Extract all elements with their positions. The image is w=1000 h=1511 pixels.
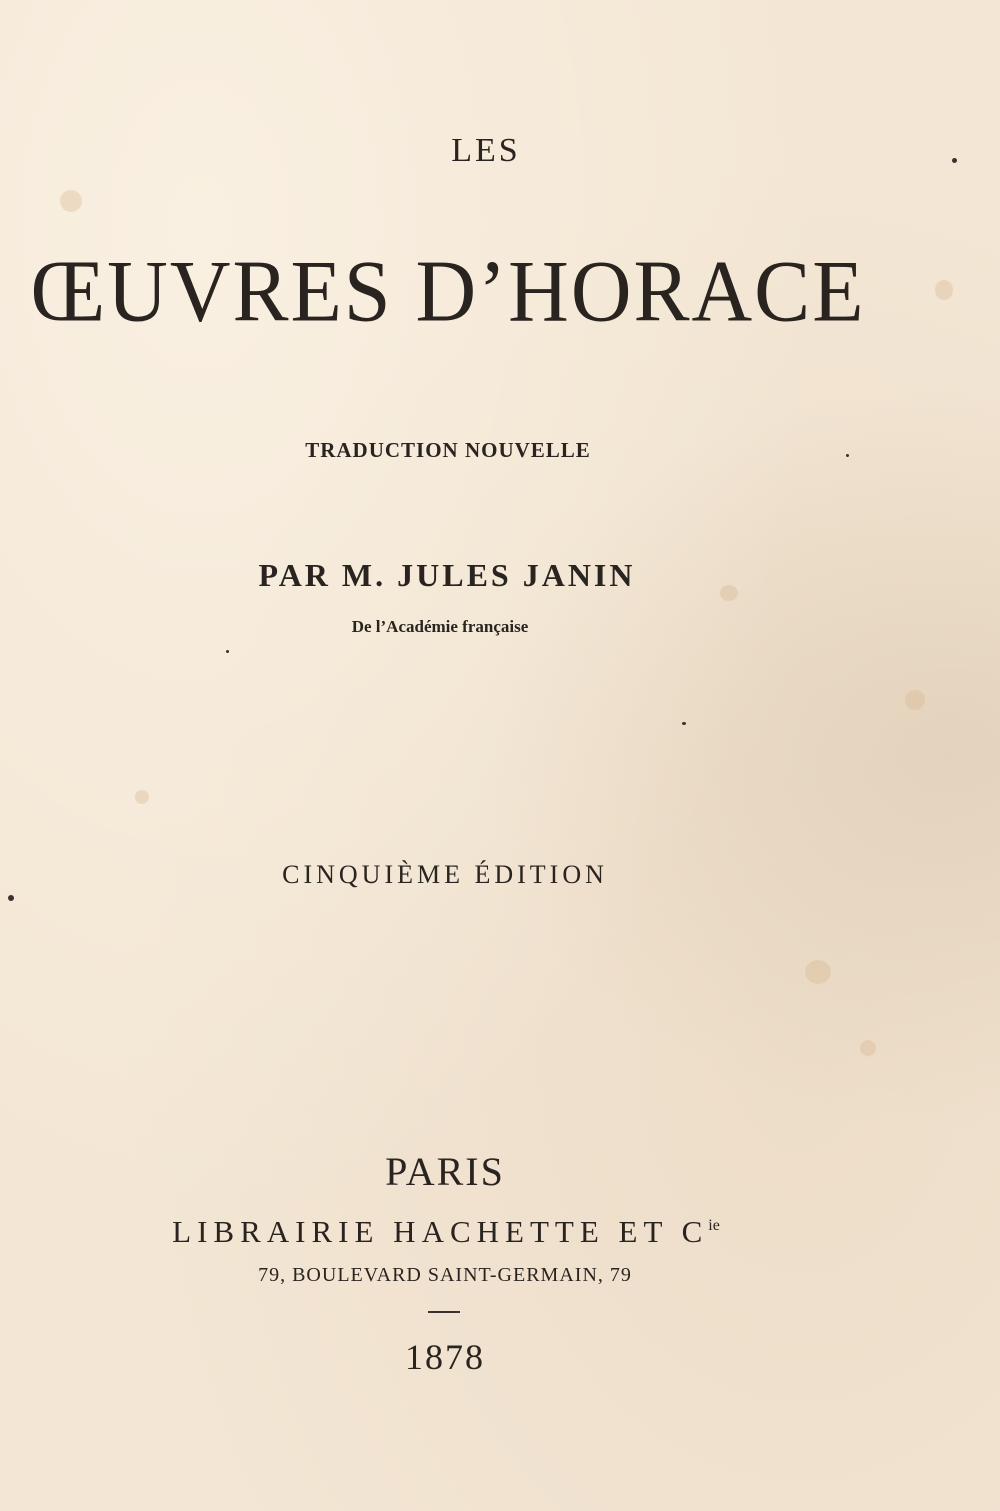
paper-stain <box>860 1040 876 1056</box>
ink-speck <box>682 722 686 725</box>
author-affiliation: De l’Académie française <box>351 617 529 636</box>
publisher-name-text: LIBRAIRIE HACHETTE ET C <box>172 1214 709 1249</box>
edition-statement: CINQUIÈME ÉDITION <box>282 860 608 889</box>
divider-rule <box>428 1311 460 1313</box>
publisher-name <box>0 1214 946 1250</box>
paper-stain <box>905 690 925 710</box>
subtitle: TRADUCTION NOUVELLE <box>305 438 591 462</box>
page-title: ŒUVRES D’HORACE <box>30 242 866 341</box>
title-prefix: LES <box>451 132 521 169</box>
author-line: PAR M. JULES JANIN <box>258 557 636 593</box>
ink-speck <box>226 650 229 653</box>
paper-stain <box>805 960 831 984</box>
publisher-name-superscript: ie <box>708 1217 720 1234</box>
ink-speck <box>8 895 14 901</box>
publisher-address: 79, BOULEVARD SAINT-GERMAIN, 79 <box>258 1264 632 1286</box>
paper-stain <box>135 790 149 804</box>
publication-year: 1878 <box>405 1337 485 1377</box>
publication-city: PARIS <box>385 1149 505 1194</box>
paper-stain <box>60 190 82 212</box>
